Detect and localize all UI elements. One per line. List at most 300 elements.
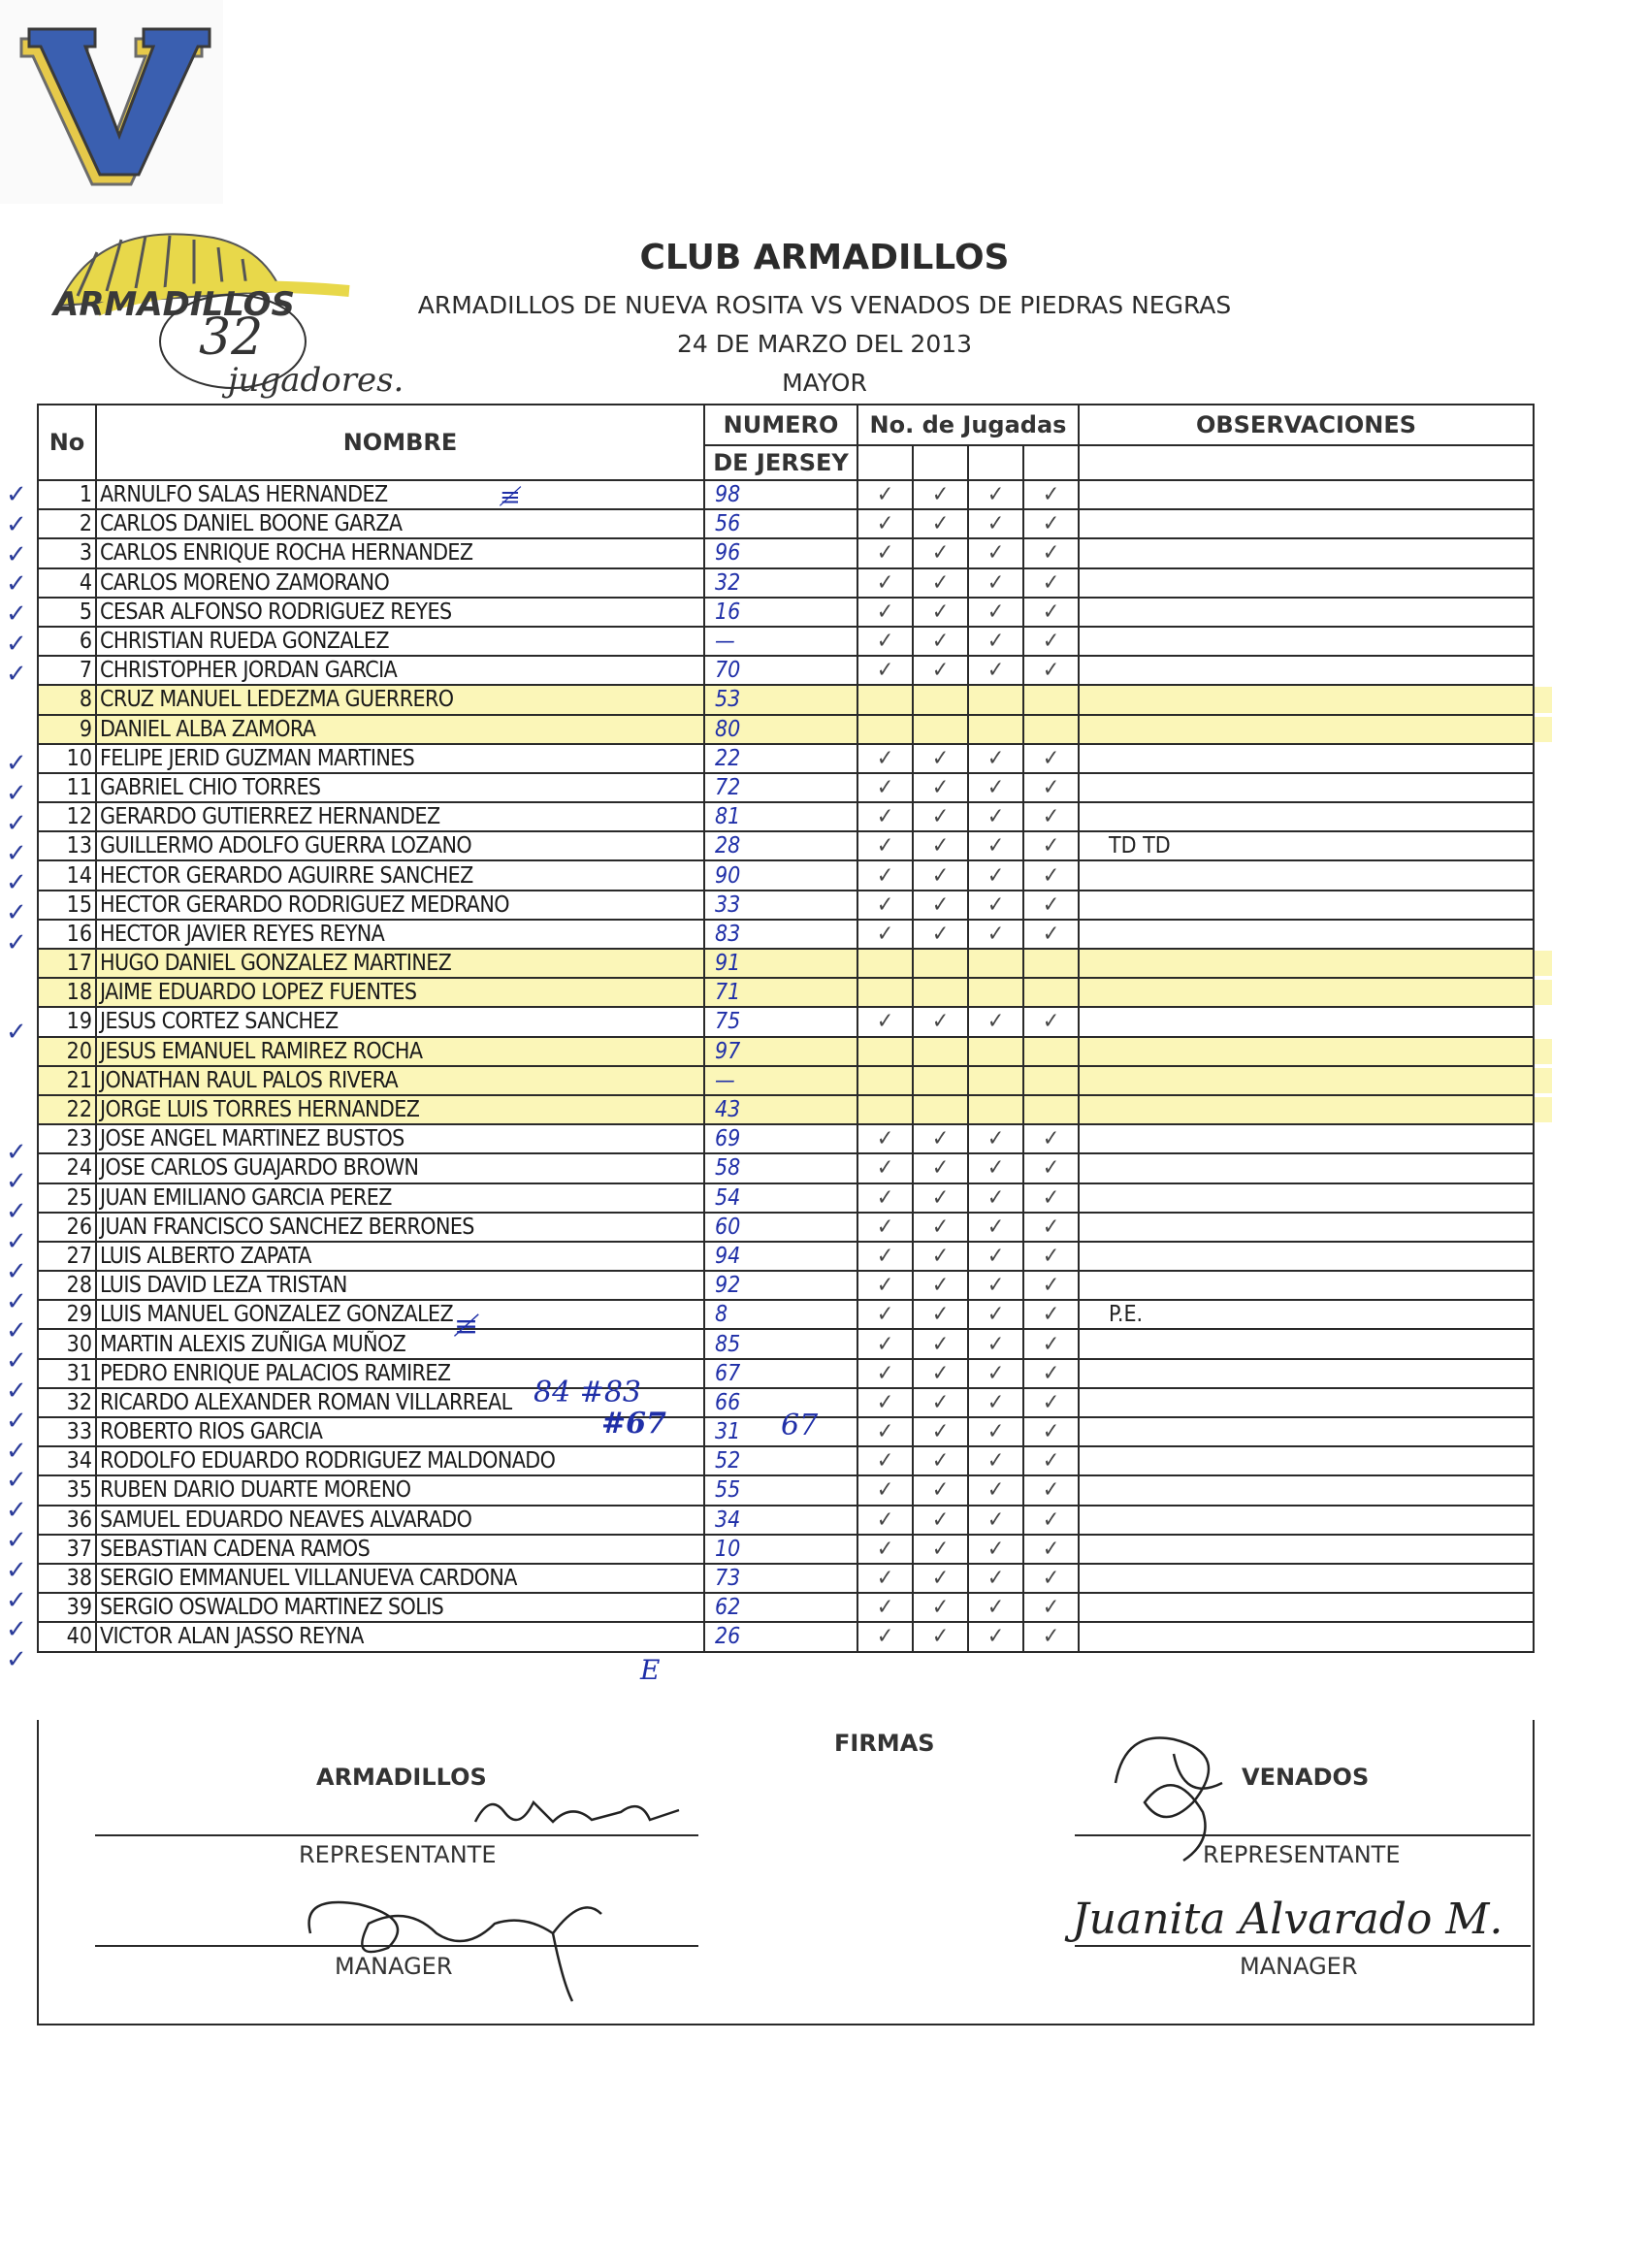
row-number: 19 [38, 1007, 96, 1036]
row31-jersey-extra: 67 [781, 1409, 819, 1442]
observation [1079, 480, 1534, 509]
highlight-band [1534, 1097, 1552, 1122]
venados-logo [0, 0, 223, 204]
observation [1079, 715, 1534, 744]
table-row [38, 1593, 1534, 1622]
table-row [38, 656, 1534, 685]
table-row [38, 1506, 1534, 1535]
jersey-number: 16 [704, 598, 857, 627]
play-check [968, 1095, 1023, 1124]
highlight-band [1534, 687, 1552, 712]
observation [1079, 744, 1534, 773]
player-name: HECTOR JAVIER REYES REYNA [96, 920, 704, 949]
play-check: ✓ [913, 1183, 968, 1213]
play-check: ✓ [968, 802, 1023, 831]
player-name: JORGE LUIS TORRES HERNANDEZ [96, 1095, 704, 1124]
table-row [38, 831, 1534, 860]
row-number: 18 [38, 978, 96, 1007]
jersey-number: 66 [704, 1388, 857, 1417]
row-number: 23 [38, 1124, 96, 1153]
match-date: 24 DE MARZO DEL 2013 [676, 330, 973, 358]
player-name: GUILLERMO ADOLFO GUERRA LOZANO [96, 831, 704, 860]
row-number: 35 [38, 1475, 96, 1505]
observation [1079, 598, 1534, 627]
play-check: ✓ [968, 509, 1023, 538]
table-row [38, 480, 1534, 509]
player-name: GERARDO GUTIERREZ HERNANDEZ [96, 802, 704, 831]
player-name: SERGIO OSWALDO MARTINEZ SOLIS [96, 1593, 704, 1622]
player-name: SAMUEL EDUARDO NEAVES ALVARADO [96, 1506, 704, 1535]
player-name: JUAN FRANCISCO SANCHEZ BERRONES [96, 1213, 704, 1242]
table-row [38, 920, 1534, 949]
player-name: HECTOR GERARDO AGUIRRE SANCHEZ [96, 860, 704, 890]
observation [1079, 1564, 1534, 1593]
player-name: CHRISTIAN RUEDA GONZALEZ [96, 627, 704, 656]
play-check: ✓ [1023, 1564, 1079, 1593]
table-row [38, 978, 1534, 1007]
play-check: ✓ [913, 1124, 968, 1153]
observation [1079, 891, 1534, 920]
observation [1079, 1593, 1534, 1622]
match-title: ARMADILLOS DE NUEVA ROSITA VS VENADOS DE PIEDRAS NEGRAS [417, 291, 1232, 319]
handwritten-count-label: jugadores. [228, 361, 404, 400]
player-name: CARLOS MORENO ZAMORANO [96, 568, 704, 598]
play-check: ✓ [913, 1153, 968, 1183]
margin-check-icon: ✓ [6, 1466, 27, 1496]
table-row [38, 1213, 1534, 1242]
jersey-number: 70 [704, 656, 857, 685]
play-check: ✓ [968, 1153, 1023, 1183]
play-check: ✓ [968, 1564, 1023, 1593]
observation [1079, 1153, 1534, 1183]
observation [1079, 1622, 1534, 1651]
play-check: ✓ [857, 1183, 913, 1213]
row-number: 14 [38, 860, 96, 890]
margin-check-icon: ✓ [6, 779, 27, 808]
play-check: ✓ [857, 1388, 913, 1417]
player-name: DANIEL ALBA ZAMORA [96, 715, 704, 744]
play-check: ✓ [857, 627, 913, 656]
play-check: ✓ [968, 1329, 1023, 1358]
play-check: ✓ [1023, 1007, 1079, 1036]
margin-check-icon: ✓ [6, 1615, 27, 1645]
row-number: 12 [38, 802, 96, 831]
play-check: ✓ [857, 598, 913, 627]
observation [1079, 978, 1534, 1007]
jersey-number: 97 [704, 1037, 857, 1066]
play-check: ✓ [857, 1417, 913, 1446]
observation [1079, 656, 1534, 685]
play-check [857, 685, 913, 714]
plays-col-4 [1023, 445, 1079, 480]
row-number: 1 [38, 480, 96, 509]
row-number: 10 [38, 744, 96, 773]
row-number: 3 [38, 538, 96, 567]
play-check: ✓ [1023, 1183, 1079, 1213]
jersey-number: 80 [704, 715, 857, 744]
observation: P.E. [1079, 1300, 1534, 1329]
highlight-band [1534, 980, 1552, 1005]
row31-note: #67 [601, 1407, 666, 1441]
table-row [38, 1271, 1534, 1300]
play-check: ✓ [857, 1359, 913, 1388]
left-manager-signature [272, 1865, 621, 2011]
observation [1079, 860, 1534, 890]
play-check: ✓ [913, 627, 968, 656]
right-manager-label: MANAGER [1240, 1953, 1358, 1980]
jersey-number: 96 [704, 538, 857, 567]
jersey-number: 92 [704, 1271, 857, 1300]
observation [1079, 1183, 1534, 1213]
play-check: ✓ [913, 538, 968, 567]
observation [1079, 1007, 1534, 1036]
play-check: ✓ [913, 1300, 968, 1329]
play-check: ✓ [1023, 831, 1079, 860]
col-plays-header: No. de Jugadas [857, 405, 1079, 445]
margin-check-icon: ✓ [6, 1526, 27, 1555]
player-name: LUIS MANUEL GONZALEZ GONZALEZ [96, 1300, 704, 1329]
right-manager-line [1075, 1945, 1531, 1947]
play-check: ✓ [968, 744, 1023, 773]
margin-check-icon: ✓ [6, 1197, 27, 1227]
margin-check-icon: ✓ [6, 1316, 27, 1346]
star-mark: ≢ [500, 483, 521, 512]
play-check: ✓ [857, 538, 913, 567]
observation [1079, 1037, 1534, 1066]
col-jersey-header-1: NUMERO [704, 405, 857, 445]
play-check [913, 978, 968, 1007]
player-name: JOSE CARLOS GUAJARDO BROWN [96, 1153, 704, 1183]
row-number: 39 [38, 1593, 96, 1622]
margin-check-icon: ✓ [6, 1286, 27, 1316]
play-check: ✓ [857, 1300, 913, 1329]
player-name: JAIME EDUARDO LOPEZ FUENTES [96, 978, 704, 1007]
observation [1079, 1388, 1534, 1417]
margin-check-icon: ✓ [6, 539, 27, 569]
row-number: 9 [38, 715, 96, 744]
play-check: ✓ [968, 538, 1023, 567]
observation [1079, 1446, 1534, 1475]
play-check: ✓ [857, 1213, 913, 1242]
row-number: 7 [38, 656, 96, 685]
play-check: ✓ [857, 1124, 913, 1153]
star-mark: ≢ [454, 1310, 479, 1344]
table-row [38, 1300, 1534, 1329]
player-name: CRUZ MANUEL LEDEZMA GUERRERO [96, 685, 704, 714]
jersey-number: 90 [704, 860, 857, 890]
margin-check-icon: ✓ [6, 1555, 27, 1585]
observation [1079, 627, 1534, 656]
observation [1079, 802, 1534, 831]
play-check: ✓ [857, 1564, 913, 1593]
jersey-number: 98 [704, 480, 857, 509]
jersey-number: — [704, 627, 857, 656]
play-check: ✓ [1023, 509, 1079, 538]
play-check: ✓ [968, 1388, 1023, 1417]
table-row [38, 1037, 1534, 1066]
category: MAYOR [782, 369, 867, 397]
jersey-number: 43 [704, 1095, 857, 1124]
player-name: HECTOR GERARDO RODRIGUEZ MEDRANO [96, 891, 704, 920]
table-row [38, 685, 1534, 714]
play-check: ✓ [968, 831, 1023, 860]
play-check: ✓ [857, 480, 913, 509]
row-number: 24 [38, 1153, 96, 1183]
play-check: ✓ [857, 831, 913, 860]
jersey-number: 71 [704, 978, 857, 1007]
play-check: ✓ [913, 1564, 968, 1593]
player-name: RUBEN DARIO DUARTE MORENO [96, 1475, 704, 1505]
table-row [38, 538, 1534, 567]
club-title: CLUB ARMADILLOS [639, 238, 1010, 277]
table-row [38, 1475, 1534, 1505]
table-row [38, 598, 1534, 627]
play-check: ✓ [913, 1242, 968, 1271]
table-row [38, 1183, 1534, 1213]
observation: TD TD [1079, 831, 1534, 860]
margin-check-icon: ✓ [6, 1377, 27, 1406]
observation [1079, 1329, 1534, 1358]
play-check [1023, 1066, 1079, 1095]
margin-check-icon: ✓ [6, 630, 27, 659]
observation [1079, 1359, 1534, 1388]
row-number: 26 [38, 1213, 96, 1242]
table-row [38, 860, 1534, 890]
margin-check-icon: ✓ [6, 1436, 27, 1466]
table-row [38, 1124, 1534, 1153]
row-number: 5 [38, 598, 96, 627]
margin-check-icon: ✓ [6, 1256, 27, 1286]
row-number: 8 [38, 685, 96, 714]
jersey-number: 60 [704, 1213, 857, 1242]
jersey-number: 53 [704, 685, 857, 714]
player-name: CARLOS DANIEL BOONE GARZA [96, 509, 704, 538]
row-number: 36 [38, 1506, 96, 1535]
play-check: ✓ [913, 1329, 968, 1358]
play-check [913, 1066, 968, 1095]
play-check: ✓ [913, 1388, 968, 1417]
play-check: ✓ [913, 1535, 968, 1564]
left-rep-signature [446, 1783, 718, 1841]
jersey-number: 28 [704, 831, 857, 860]
margin-check-icon: ✓ [6, 749, 27, 779]
play-check [913, 1095, 968, 1124]
play-check: ✓ [913, 1506, 968, 1535]
play-check: ✓ [913, 480, 968, 509]
play-check: ✓ [1023, 1446, 1079, 1475]
jersey-number: 62 [704, 1593, 857, 1622]
play-check: ✓ [968, 480, 1023, 509]
jersey-number: 75 [704, 1007, 857, 1036]
play-check: ✓ [1023, 860, 1079, 890]
play-check [857, 949, 913, 978]
row-number: 34 [38, 1446, 96, 1475]
play-check: ✓ [913, 1007, 968, 1036]
play-check [857, 715, 913, 744]
play-check: ✓ [857, 1622, 913, 1651]
player-name: VICTOR ALAN JASSO REYNA [96, 1622, 704, 1651]
player-name: RODOLFO EDUARDO RODRIGUEZ MALDONADO [96, 1446, 704, 1475]
play-check: ✓ [1023, 627, 1079, 656]
row39-note: E [640, 1654, 661, 1686]
observation [1079, 949, 1534, 978]
play-check [968, 715, 1023, 744]
plays-col-2 [913, 445, 968, 480]
play-check: ✓ [1023, 891, 1079, 920]
play-check [913, 715, 968, 744]
jersey-number: 54 [704, 1183, 857, 1213]
play-check: ✓ [857, 920, 913, 949]
highlight-band [1534, 1068, 1552, 1093]
play-check: ✓ [913, 1417, 968, 1446]
player-name: JONATHAN RAUL PALOS RIVERA [96, 1066, 704, 1095]
jersey-number: 94 [704, 1242, 857, 1271]
row-number: 25 [38, 1183, 96, 1213]
observation [1079, 568, 1534, 598]
play-check: ✓ [1023, 1593, 1079, 1622]
play-check: ✓ [968, 1124, 1023, 1153]
play-check: ✓ [968, 773, 1023, 802]
jersey-number: 22 [704, 744, 857, 773]
obs-subheader [1079, 445, 1534, 480]
play-check [1023, 685, 1079, 714]
row-number: 27 [38, 1242, 96, 1271]
player-name: MARTIN ALEXIS ZUÑIGA MUÑOZ [96, 1329, 704, 1358]
play-check: ✓ [913, 1359, 968, 1388]
observation [1079, 1095, 1534, 1124]
margin-check-icon: ✓ [6, 1585, 27, 1615]
row-number: 29 [38, 1300, 96, 1329]
play-check: ✓ [968, 1622, 1023, 1651]
table-row [38, 1329, 1534, 1358]
margin-check-icon: ✓ [6, 898, 27, 928]
margin-check-icon: ✓ [6, 1496, 27, 1526]
play-check: ✓ [968, 656, 1023, 685]
jersey-number: 32 [704, 568, 857, 598]
left-rep-label: REPRESENTANTE [299, 1841, 497, 1868]
jersey-number: — [704, 1066, 857, 1095]
col-jersey-header-2: DE JERSEY [704, 445, 857, 480]
player-name: CARLOS ENRIQUE ROCHA HERNANDEZ [96, 538, 704, 567]
play-check: ✓ [1023, 1475, 1079, 1505]
row-number: 4 [38, 568, 96, 598]
play-check: ✓ [1023, 1271, 1079, 1300]
play-check: ✓ [1023, 598, 1079, 627]
player-name: CHRISTOPHER JORDAN GARCIA [96, 656, 704, 685]
row-number: 15 [38, 891, 96, 920]
observation [1079, 1242, 1534, 1271]
play-check: ✓ [857, 802, 913, 831]
observation [1079, 1271, 1534, 1300]
jersey-number: 85 [704, 1329, 857, 1358]
observation [1079, 1417, 1534, 1446]
signatures-title: FIRMAS [834, 1730, 935, 1757]
play-check: ✓ [857, 1242, 913, 1271]
jersey-number: 10 [704, 1535, 857, 1564]
row-number: 6 [38, 627, 96, 656]
margin-check-icon: ✓ [6, 928, 27, 957]
player-name: GABRIEL CHIO TORRES [96, 773, 704, 802]
play-check: ✓ [968, 1446, 1023, 1475]
play-check [913, 949, 968, 978]
play-check: ✓ [1023, 1124, 1079, 1153]
play-check: ✓ [1023, 1622, 1079, 1651]
margin-check-icon: ✓ [6, 1167, 27, 1197]
play-check: ✓ [1023, 1359, 1079, 1388]
player-name: JUAN EMILIANO GARCIA PEREZ [96, 1183, 704, 1213]
play-check: ✓ [913, 1446, 968, 1475]
player-name: SEBASTIAN CADENA RAMOS [96, 1535, 704, 1564]
play-check: ✓ [913, 891, 968, 920]
play-check: ✓ [1023, 1213, 1079, 1242]
jersey-number: 52 [704, 1446, 857, 1475]
play-check: ✓ [1023, 744, 1079, 773]
margin-check-icon: ✓ [6, 659, 27, 689]
row-number: 40 [38, 1622, 96, 1651]
player-name: JESUS EMANUEL RAMIREZ ROCHA [96, 1037, 704, 1066]
observation [1079, 773, 1534, 802]
jersey-number: 58 [704, 1153, 857, 1183]
right-rep-signature [1086, 1725, 1261, 1870]
col-no-header: No [38, 405, 96, 480]
play-check: ✓ [857, 1475, 913, 1505]
play-check: ✓ [1023, 802, 1079, 831]
row-number: 13 [38, 831, 96, 860]
col-obs-header: OBSERVACIONES [1079, 405, 1534, 445]
row-number: 16 [38, 920, 96, 949]
play-check [913, 685, 968, 714]
play-check [968, 1037, 1023, 1066]
observation [1079, 685, 1534, 714]
player-name: FELIPE JERID GUZMAN MARTINES [96, 744, 704, 773]
play-check: ✓ [1023, 568, 1079, 598]
table-row [38, 891, 1534, 920]
player-name: SERGIO EMMANUEL VILLANUEVA CARDONA [96, 1564, 704, 1593]
margin-check-icon: ✓ [6, 838, 27, 868]
table-row [38, 1564, 1534, 1593]
play-check: ✓ [857, 656, 913, 685]
row-number: 20 [38, 1037, 96, 1066]
play-check: ✓ [968, 1271, 1023, 1300]
table-row [38, 1446, 1534, 1475]
play-check: ✓ [857, 1153, 913, 1183]
play-check: ✓ [913, 1213, 968, 1242]
play-check: ✓ [857, 1271, 913, 1300]
play-check [857, 978, 913, 1007]
play-check: ✓ [968, 1593, 1023, 1622]
play-check: ✓ [913, 1271, 968, 1300]
player-name: HUGO DANIEL GONZALEZ MARTINEZ [96, 949, 704, 978]
play-check [857, 1037, 913, 1066]
play-check: ✓ [857, 744, 913, 773]
jersey-number: 56 [704, 509, 857, 538]
play-check: ✓ [857, 1506, 913, 1535]
table-row [38, 568, 1534, 598]
player-name: PEDRO ENRIQUE PALACIOS RAMIREZ [96, 1359, 704, 1388]
play-check [1023, 1037, 1079, 1066]
play-check: ✓ [968, 1417, 1023, 1446]
play-check: ✓ [968, 1359, 1023, 1388]
jersey-number: 67 [704, 1359, 857, 1388]
observation [1079, 1124, 1534, 1153]
play-check: ✓ [1023, 1242, 1079, 1271]
play-check: ✓ [1023, 656, 1079, 685]
play-check: ✓ [913, 831, 968, 860]
play-check: ✓ [857, 568, 913, 598]
play-check: ✓ [857, 509, 913, 538]
observation [1079, 1475, 1534, 1505]
row-number: 30 [38, 1329, 96, 1358]
